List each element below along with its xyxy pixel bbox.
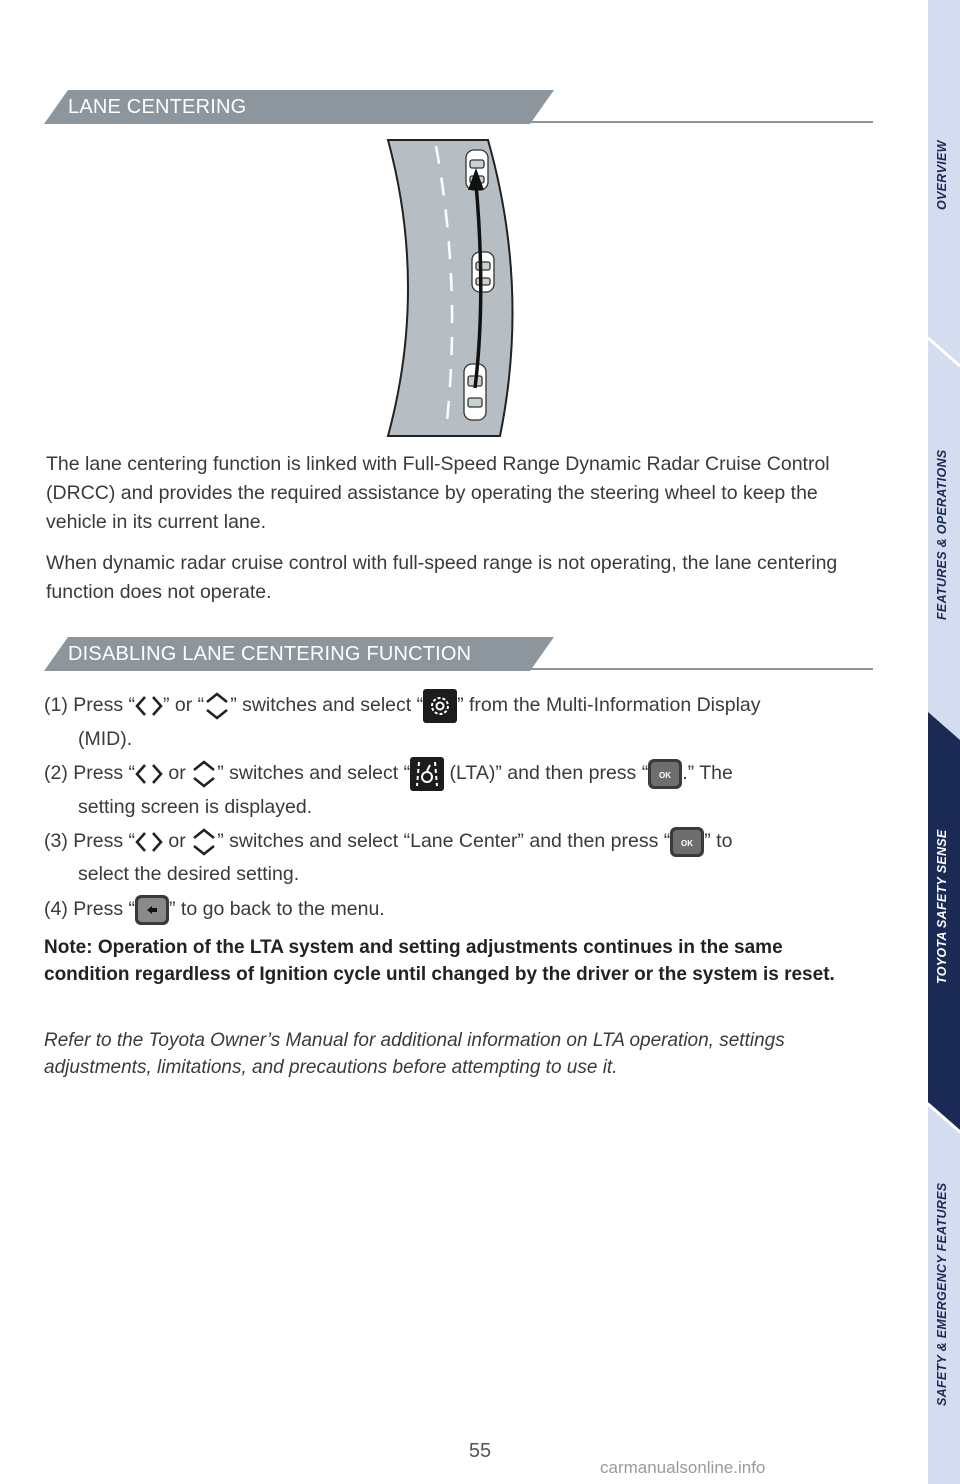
step-3: (3) Press “ or ” switches and select “Lane Center” and then press “ OK ” to select the desired setting. xyxy=(44,825,864,891)
section-header-disabling xyxy=(44,637,874,671)
lane-tracing-assist-icon xyxy=(410,757,444,791)
svg-text:OK: OK xyxy=(659,771,672,780)
side-navigation xyxy=(928,0,960,1484)
reference-text: Refer to the Toyota Owner’s Manual for additional information on LTA operation, settings adjustments, limitations, and precautions before attempting to use it. xyxy=(44,1030,785,1078)
step-4: (4) Press “ ” to go back to the menu. xyxy=(44,893,864,926)
left-right-arrows-icon xyxy=(135,830,163,854)
nav-item-toyota-safety-sense[interactable]: TOYOTA SAFETY SENSE xyxy=(935,829,949,984)
section-rule xyxy=(530,121,873,123)
up-down-arrows-icon xyxy=(191,760,217,788)
lane-centering-illustration xyxy=(380,138,530,438)
back-button-icon xyxy=(135,895,169,925)
nav-item-overview[interactable]: OVERVIEW xyxy=(935,140,949,210)
ok-button-icon xyxy=(670,827,704,857)
nav-item-features-operations[interactable]: FEATURES & OPERATIONS xyxy=(935,449,949,620)
ok-button-icon xyxy=(648,759,682,789)
condition-paragraph: When dynamic radar cruise control with full-speed range is not operating, the lane centering function does not operate. xyxy=(46,552,838,603)
step-2: (2) Press “ or ” switches and select “ (LTA)” and then press “ OK .” The setting screen is displayed. xyxy=(44,757,864,824)
left-right-arrows-icon xyxy=(135,762,163,786)
watermark: carmanualsonline.info xyxy=(600,1458,766,1477)
svg-text:OK: OK xyxy=(681,838,694,848)
gear-icon xyxy=(423,689,457,723)
step-1: (1) Press “ ” or “ ” switches and select “ ” from the Multi-Information Display (MID). xyxy=(44,689,864,756)
nav-item-safety-emergency[interactable]: SAFETY & EMERGENCY FEATURES xyxy=(935,1182,949,1406)
section-rule xyxy=(530,668,873,670)
left-right-arrows-icon xyxy=(135,694,163,718)
car-icon-middle xyxy=(472,252,494,292)
section-title: DISABLING LANE CENTERING FUNCTION xyxy=(68,643,472,665)
intro-paragraph: The lane centering function is linked with Full-Speed Range Dynamic Radar Cruise Control (DRCC) and provides the required assistance by operating the steering wheel to keep the vehicle in its current lane. xyxy=(46,453,830,533)
note-text: Note: Operation of the LTA system and setting adjustments continues in the same condition regardless of Ignition cycle until changed by the driver or the system is reset. xyxy=(44,937,835,985)
section-header-lane-centering xyxy=(44,90,874,124)
up-down-arrows-icon xyxy=(204,692,230,720)
up-down-arrows-icon xyxy=(191,828,217,856)
page-number: 55 xyxy=(468,1440,492,1462)
section-title: LANE CENTERING xyxy=(68,96,247,118)
